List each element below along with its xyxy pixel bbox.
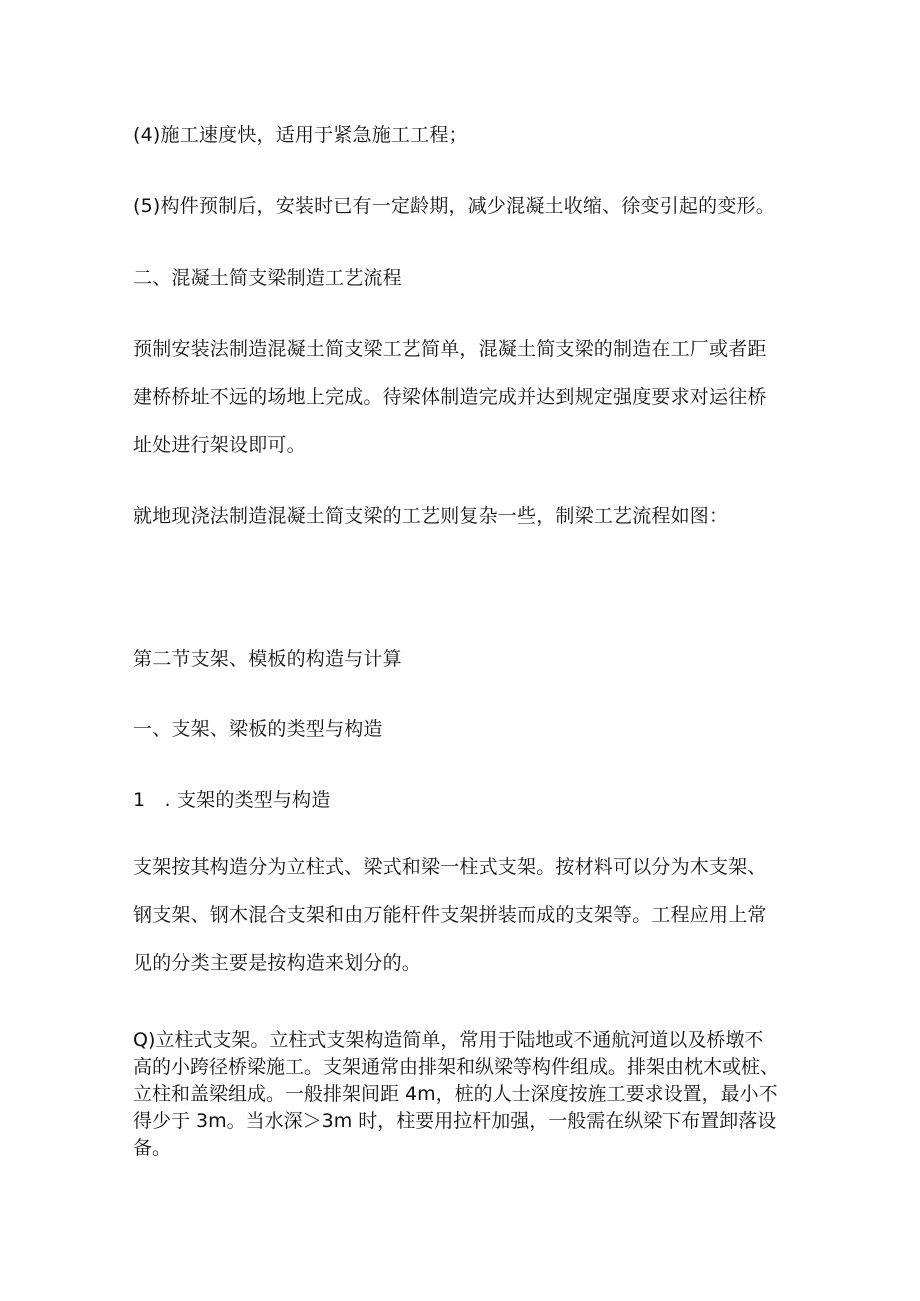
section-heading: 二、混凝土简支梁制造工艺流程 [133,267,402,289]
paragraph-line: 钢支架、钢木混合支架和由万能杆件支架拼装而成的支架等。工程应用上常 [133,904,767,926]
paragraph-line: 支架按其构造分为立柱式、梁式和梁一柱式支架。按材料可以分为木支架、 [133,856,767,878]
paragraph-line: 立柱和盖梁组成。一般排架间距 4m，桩的人士深度按旌工要求设置，最小不 [133,1083,778,1105]
subsection-heading: 一、支架、梁板的类型与构造 [133,718,383,740]
paragraph-line: 就地现浇法制造混凝土简支梁的工艺则复杂一些，制梁工艺流程如图： [133,505,729,527]
paragraph-line: 高的小跨径桥梁施工。支架通常由排架和纵梁等构件组成。排架由枕木或桩、 [133,1056,780,1078]
chapter-heading: 第二节支架、模板的构造与计算 [133,648,402,670]
paragraph-line: 建桥桥址不远的场地上完成。待梁体制造完成并达到规定强度要求对运往桥 [133,386,767,408]
paragraph-line: Q)立柱式支架。立柱式支架构造简单，常用于陆地或不通航河道以及桥墩不 [133,1029,764,1051]
paragraph-line: 得少于 3m。当水深＞3m 时，柱要用拉杆加强，一般需在纵梁下布置卸落设 [133,1110,777,1132]
paragraph-line: 见的分类主要是按构造来划分的。 [133,952,422,974]
list-item-5: (5)构件预制后，安装时已有一定龄期，减少混凝土收缩、徐变引起的变形。 [133,195,775,217]
numbered-heading: 1 . 支架的类型与构造 [133,789,331,811]
list-item-4: (4)施工速度快，适用于紧急施工工程； [133,124,468,146]
paragraph-line: 址处进行架设即可。 [133,434,306,456]
paragraph-line: 备。 [133,1137,172,1159]
paragraph-line: 预制安装法制造混凝土简支梁工艺简单，混凝土简支梁的制造在工厂或者距 [133,338,767,360]
dense-paragraph [133,1027,813,1162]
